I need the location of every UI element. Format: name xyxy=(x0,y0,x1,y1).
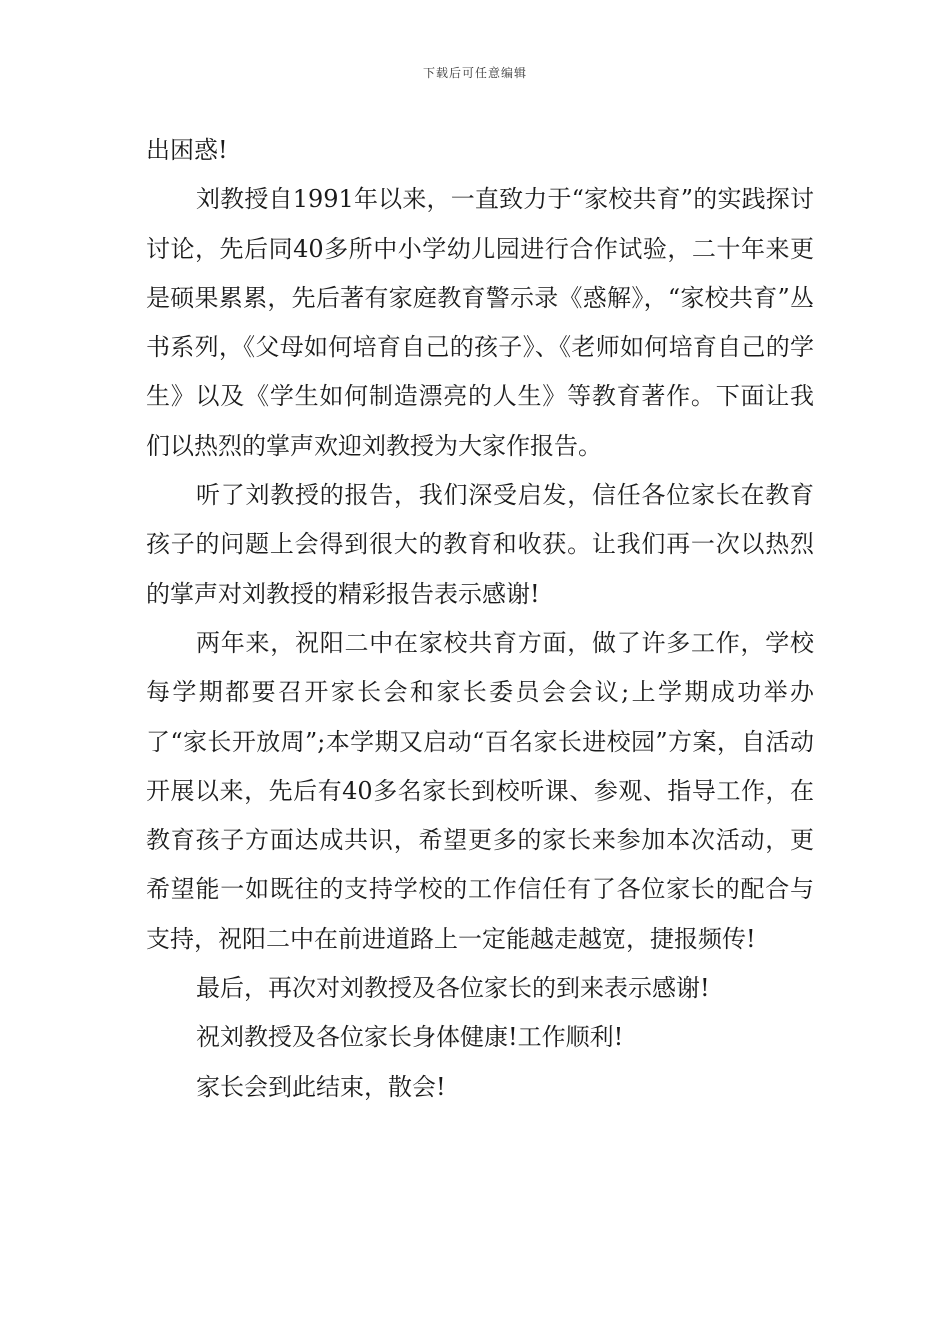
paragraph-wishes: 祝刘教授及各位家长身体健康!工作顺利! xyxy=(196,1023,624,1052)
paragraph-thanks-report: 听了刘教授的报告，我们深受启发，信任各位家长在教育孩子的问题上会得到很大的教育和收获。让我们再一次以热烈的掌声对刘教授的精彩报告表示感谢! xyxy=(146,481,814,608)
paragraph-school-work: 两年来，祝阳二中在家校共育方面，做了许多工作，学校每学期都要召开家长会和家长委员会会议;上学期成功举办了“家长开放周”;本学期又启动“百名家长进校园”方案，自活动开展以来，先后有40多名家长到校听课、参观、指导工作，在教育孩子方面达成共识，希望更多的家长来参加本次活动，更希望能一如既往的支持学校的工作信任有了各位家长的配合与支持，祝阳二中在前进道路上一定能越走越宽，捷报频传! xyxy=(146,628,814,953)
paragraph-introduction: 刘教授自1991年以来，一直致力于“家校共育”的实践探讨讨论，先后同40多所中小学幼儿园进行合作试验，二十年来更是硕果累累，先后著有家庭教育警示录《惑解》，“家校共育”丛书系列，《父母如何培育自己的孩子》、《老师如何培育自己的学生》以及《学生如何制造漂亮的人生》等教育著作。下面让我们以热烈的掌声欢迎刘教授为大家作报告。 xyxy=(146,185,814,460)
paragraph-continuation: 出困惑! xyxy=(146,136,228,164)
paragraph-dismissal: 家长会到此结束，散会! xyxy=(196,1072,446,1101)
paragraph-final-thanks: 最后，再次对刘教授及各位家长的到来表示感谢! xyxy=(196,974,710,1003)
document-body xyxy=(146,126,814,1112)
page-header: 下载后可任意编辑 xyxy=(422,66,527,80)
